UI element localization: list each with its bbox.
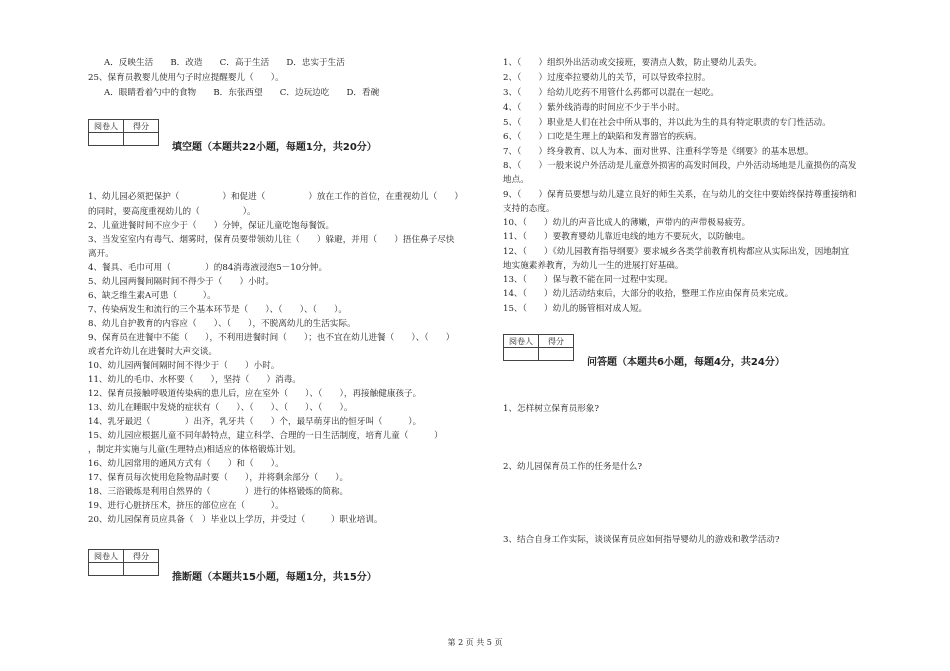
judge-line: 9、（ ）保育员要想与幼儿建立良好的师生关系，在与幼儿的交往中要始终保持尊重接纳和 [503,190,857,200]
fill-line: 11、幼儿的毛巾、水杯要（ ），坚持（ ）消毒。 [88,375,301,385]
judge-section-title: 推断题（本题共15小题，每题1分，共15分） [172,572,377,583]
grader-cell [89,563,124,576]
judge-line: 地实施素养教育，为幼儿一生的进展打好基础。 [503,261,684,271]
judge-line: 3、（ ）给幼儿吃药不用管什么药都可以混在一起吃。 [503,88,720,98]
grader-cell [89,133,124,146]
judge-line: 15、（ ）幼儿的肠管相对成人短。 [503,304,648,314]
fill-line: 的同时，要高度重视幼儿的（ ）。 [88,207,256,217]
fill-line: 2、儿童进餐时间不应少于（ ）分钟，保证儿童吃饱每餐饭。 [88,221,335,231]
qa-question-2: 2、幼儿园保育员工作的任务是什么? [503,462,642,472]
grader-label: 阅卷人 [504,335,539,348]
option-line-24: A．反映生活 B．改造 C．高于生活 D．忠实于生活 [104,58,345,68]
fill-line: 12、保育员接触呼吸道传染病的患儿后，应在室外（ ）、（ ），再接触健康孩子。 [88,389,422,399]
fill-line: 4、餐具、毛巾可用（ ）的84消毒液浸泡5－10分钟。 [88,263,328,273]
fill-line: 10、幼儿园两餐间隔时间不得少于（ ）小时。 [88,361,280,371]
score-label: 得分 [539,335,574,348]
judge-line: 地点。 [503,175,529,185]
fill-line: 8、幼儿自护教育的内容应（ ）、（ ），不脱离幼儿的生活实际。 [88,319,356,329]
score-box-judge [88,549,159,576]
judge-line: 6、（ ）口吃是生理上的缺陷和发育器官的疾病。 [503,132,702,142]
fill-line: 20、幼儿园保育员应具备（ ）毕业以上学历，并受过（ ）职业培训。 [88,515,383,525]
score-box-fill [88,119,159,146]
fill-line: 离开。 [88,249,114,259]
fill-line: 3、当发室室内有毒气、烟雾时，保育员要带领幼儿往（ ）躲避，并用（ ）捂住鼻子尽快 [88,235,455,245]
fill-line: 或者允许幼儿在进餐时大声交谈。 [88,347,217,357]
fill-line: 17、保育员每次使用危险物品时要（ ），并将剩余部分（ ）。 [88,473,349,483]
score-label: 得分 [124,120,159,133]
fill-line: 6、缺乏维生素A可患（ ）。 [88,291,216,301]
fill-line: 1、幼儿园必须把保护（ ）和促进（ ）放在工作的首位，在重视幼儿（ ） [88,192,464,202]
option-line-25: A．眼睛看着勺中的食物 B．东张西望 C．边玩边吃 D．看碗 [104,88,380,98]
score-cell [124,133,159,146]
question-25: 25、保育员教婴儿使用勺子时应提醒婴儿（ ）。 [88,73,284,83]
fill-line: 15、幼儿园应根据儿童不同年龄特点，建立科学、合理的一日生活制度，培育儿童（ ） [88,431,443,441]
score-box-qa [503,334,574,361]
judge-line: 10、（ ）幼儿的声音比成人的薄嫩，声带内的声带极易疲劳。 [503,218,751,228]
grader-cell [504,348,539,361]
fill-section-title: 填空题（本题共22小题，每题1分，共20分） [172,142,377,153]
judge-line: 7、（ ）终身教育、以人为本、面对世界、注重科学等是《纲要》的基本思想。 [503,147,814,157]
judge-line: 支持的态度。 [503,204,555,214]
score-cell [124,563,159,576]
judge-line: 14、（ ）幼儿活动结束后，大部分的收拾，整理工作应由保育员来完成。 [503,289,794,299]
fill-line: 7、传染病发生和流行的三个基本环节是（ ）、（ ）、（ ）。 [88,305,347,315]
judge-line: 13、（ ）保与教不能在同一过程中实现。 [503,275,673,285]
judge-line: 4、（ ）紫外线消毒的时间应不少于半小时。 [503,103,685,113]
judge-line: 12、（ ）《幼儿园教育指导纲要》要求城乡各类学前教育机构都应从实际出发，因地制宜 [503,247,850,257]
fill-line: 14、乳牙最迟（ ）出齐，乳牙共（ ）个，最早萌芽出的恒牙叫（ ）。 [88,417,422,427]
fill-line: 16、幼儿园常用的通风方式有（ ）和（ ）。 [88,459,284,469]
grader-label: 阅卷人 [89,550,124,563]
fill-line: 19、进行心脏挤压术，挤压的部位应在（ ）。 [88,501,284,511]
page-number-footer: 第 2 页 共 5 页 [447,638,503,647]
judge-line: 2、（ ）过度牵拉婴幼儿的关节，可以导致牵拉肘。 [503,73,711,83]
fill-line: 9、保育员在进餐中不能（ ），不利用进餐时间（ ）；也不宜在幼儿进餐（ ）、（ ） [88,333,455,343]
qa-section-title: 问答题（本题共6小题，每题4分，共24分） [587,357,785,368]
judge-line: 5、（ ）职业是人们在社会中所从事的，并以此为生的具有特定职责的专门性活动。 [503,118,831,128]
grader-label: 阅卷人 [89,120,124,133]
score-cell [539,348,574,361]
fill-line: 13、幼儿在睡眠中发烧的症状有（ ）、（ ）、（ ）、（ ）。 [88,403,353,413]
qa-question-3: 3、结合自身工作实际，谈谈保育员应如何指导婴幼儿的游戏和教学活动? [503,535,780,545]
judge-line: 8、（ ）一般来说户外活动是儿童意外损害的高发时间段，户外活动场地是儿童损伤的高发 [503,161,857,171]
qa-question-1: 1、怎样树立保育员形象? [503,404,600,414]
score-label: 得分 [124,550,159,563]
fill-line: ，制定并实施与儿童(生理特点)相适应的体格锻炼计划。 [88,445,301,455]
judge-line: 11、（ ）要教育婴幼儿靠近电线的地方不要玩火，以防触电。 [503,232,751,242]
judge-line: 1、（ ）组织外出活动或交接班，要清点人数，防止婴幼儿丢失。 [503,58,762,68]
fill-line: 18、三浴锻炼是利用自然界的（ ）进行的体格锻炼的简称。 [88,487,349,497]
fill-line: 5、幼儿园两餐间隔时间不得少于（ ）小时。 [88,277,274,287]
